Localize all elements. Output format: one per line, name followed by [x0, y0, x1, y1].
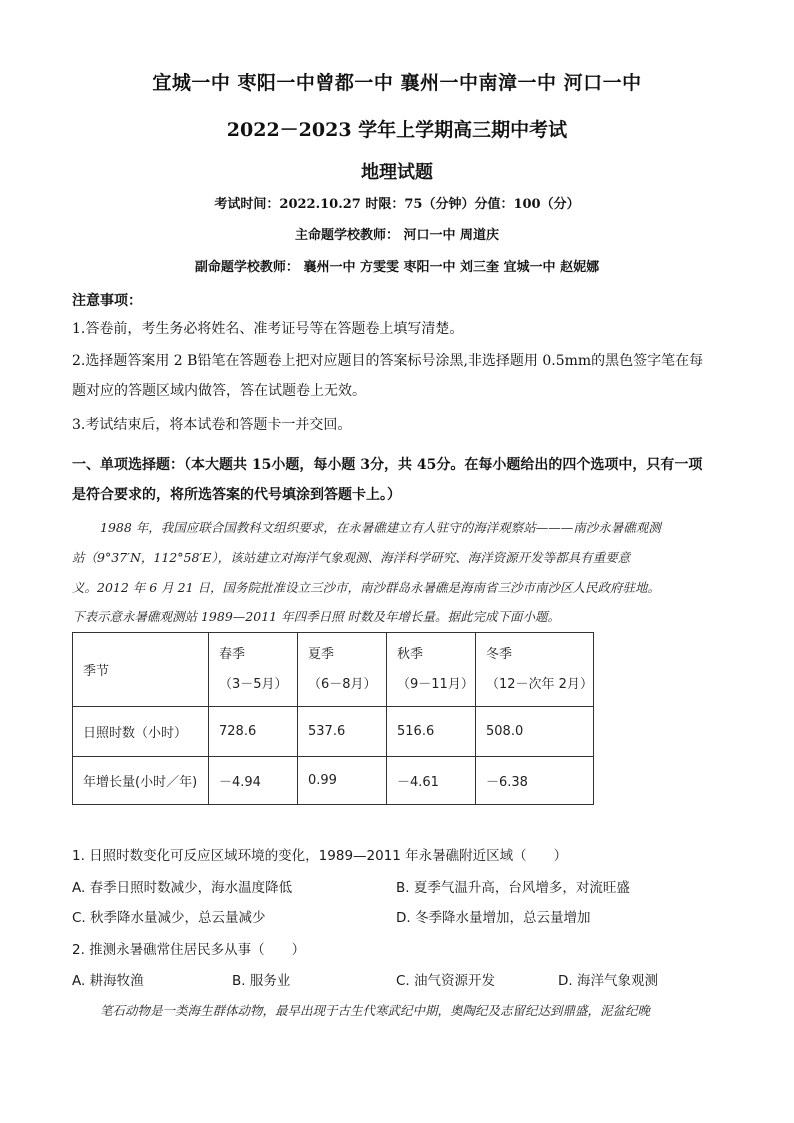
season-range: （3－5月） — [219, 676, 288, 692]
question-1-option-d: D. 冬季降水量增加，总云量增加 — [396, 910, 591, 926]
note-1: 1.答卷前，考生务必将姓名、准考证号等在答题卷上填写清楚。 — [72, 321, 464, 337]
next-passage-line: 笔石动物是一类海生群体动物，最早出现于古生代寒武纪中期，奥陶纪及志留纪达到鼎盛，泥盆纪晚 — [100, 1003, 651, 1018]
question-1-option-a: A. 春季日照时数减少，海水温度降低 — [72, 880, 293, 896]
row-label: 日照时数（小时） — [73, 707, 209, 757]
season-name: 秋季 — [397, 646, 424, 662]
season-cell — [298, 633, 387, 707]
season-range: （6－8月） — [308, 676, 377, 692]
season-cell — [476, 633, 594, 707]
subject-title: 地理试题 — [361, 162, 433, 183]
season-range: （9－11月） — [397, 676, 474, 692]
question-2-option-a: A. 耕海牧渔 — [72, 973, 144, 989]
question-1-option-c: C. 秋季降水量减少，总云量减少 — [72, 910, 266, 926]
passage-line-4: 下表示意永暑礁观测站 1989—2011 年四季日照 时数及年增长量。据此完成下面小题。 — [72, 609, 561, 624]
table-row — [73, 707, 594, 757]
table-cell: 728.6 — [209, 707, 298, 757]
season-cell — [387, 633, 476, 707]
exam-title: 2022－2023 学年上学期高三期中考试 — [226, 119, 568, 141]
main-teacher: 主命题学校教师： 河口一中 周道庆 — [294, 228, 500, 243]
table-row — [73, 757, 594, 805]
table-cell: 537.6 — [298, 707, 387, 757]
row-label: 年增长量(小时／年) — [73, 757, 209, 805]
section-heading-1: 一、单项选择题：（本大题共 15小题，每小题 3分，共 45分。在每小题给出的四个选项中，只有一项 — [72, 457, 703, 473]
passage-line-3: 义。2012 年 6 月 21 日，国务院批准设立三沙市，南沙群岛永暑礁是海南省三沙市南沙区人民政府驻地。 — [72, 580, 661, 595]
note-3: 3.考试结束后，将本试卷和答题卡一并交回。 — [72, 417, 352, 433]
question-2-option-c: C. 油气资源开发 — [396, 973, 496, 989]
passage-line-1: 1988 年，我国应联合国教科文组织要求，在永暑礁建立有人驻守的海洋观察站———南沙永暑礁观测 — [100, 520, 661, 535]
table-cell: 516.6 — [387, 707, 476, 757]
schools-title: 宜城一中 枣阳一中曾都一中 襄州一中南漳一中 河口一中 — [152, 72, 642, 94]
note-2a: 2.选择题答案用 2 B铅笔在答题卷上把对应题目的答案标号涂黑,非选择题用 0.5mm的黑色签字笔在每 — [72, 353, 704, 369]
season-name: 春季 — [219, 646, 246, 662]
passage-line-2: 站（9°37′N，112°58′E），该站建立对海洋气象观测、海洋科学研究、海洋资源开发等都具有重要意 — [72, 550, 631, 565]
season-name: 夏季 — [308, 646, 335, 662]
table-cell: －4.61 — [387, 757, 476, 805]
note-2b: 题对应的答题区域内做答，答在试题卷上无效。 — [72, 383, 366, 399]
question-1-option-b: B. 夏季气温升高，台风增多，对流旺盛 — [396, 880, 630, 896]
season-cell — [209, 633, 298, 707]
question-2-option-b: B. 服务业 — [232, 973, 291, 989]
notes-title: 注意事项： — [72, 293, 142, 309]
table-cell: －4.94 — [209, 757, 298, 805]
question-2-option-d: D. 海洋气象观测 — [558, 973, 658, 989]
vice-teacher: 副命题学校教师： 襄州一中 方雯雯 枣阳一中 刘三奎 宜城一中 赵妮娜 — [194, 260, 600, 275]
question-1-stem: 1. 日照时数变化可反应区域环境的变化，1989—2011 年永暑礁附近区域（ ） — [72, 848, 568, 864]
season-range: （12－次年 2月） — [486, 676, 593, 692]
section-heading-2: 是符合要求的，将所选答案的代号填涂到答题卡上。） — [72, 487, 401, 503]
table-cell: －6.38 — [476, 757, 594, 805]
exam-meta: 考试时间：2022.10.27 时限：75（分钟）分值：100（分） — [214, 197, 580, 212]
question-2-stem: 2. 推测永暑礁常住居民多从事（ ） — [72, 942, 306, 958]
table-cell: 0.99 — [298, 757, 387, 805]
table-corner: 季节 — [73, 633, 209, 707]
sunshine-table — [72, 632, 594, 805]
season-name: 冬季 — [486, 646, 513, 662]
table-cell: 508.0 — [476, 707, 594, 757]
table-header-row — [73, 633, 594, 707]
